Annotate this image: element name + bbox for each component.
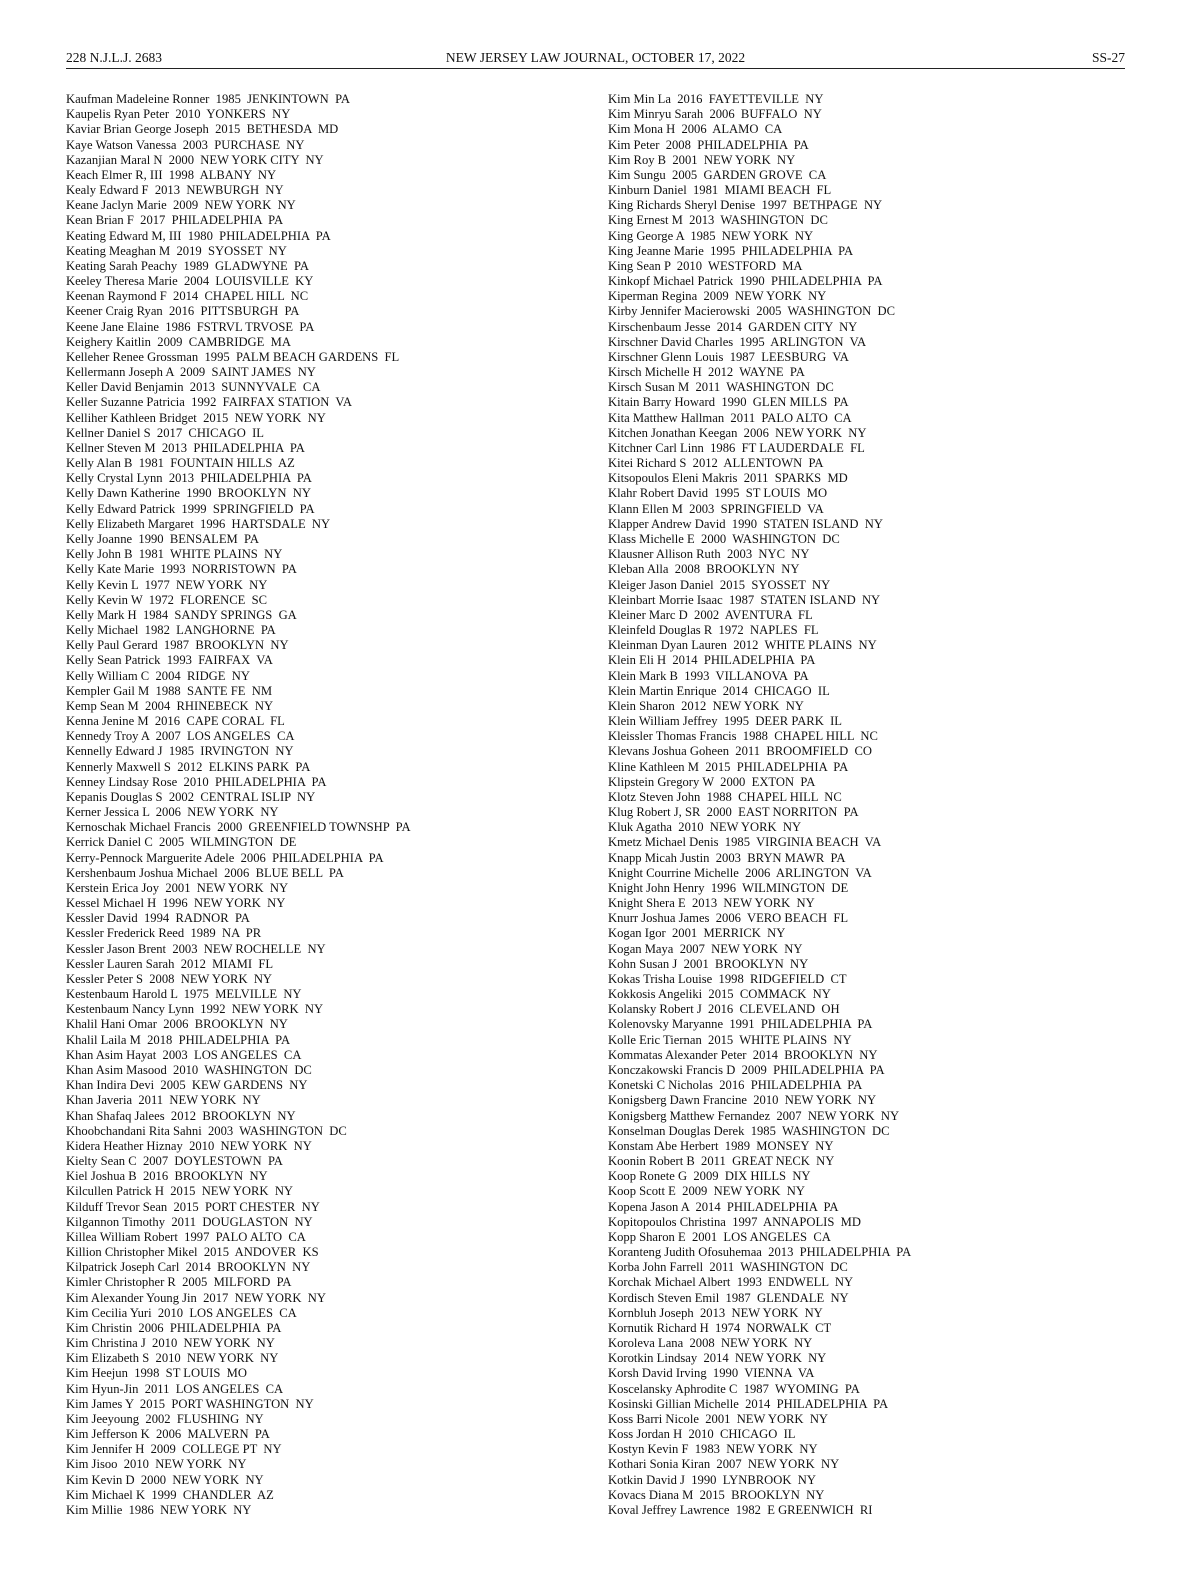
list-entry: Kennelly Edward J 1985 IRVINGTON NY [66, 744, 294, 759]
list-entry: Konigsberg Dawn Francine 2010 NEW YORK NY [608, 1093, 877, 1108]
list-entry: Korchak Michael Albert 1993 ENDWELL NY [608, 1275, 854, 1290]
list-entry: Kelly Michael 1982 LANGHORNE PA [66, 623, 276, 638]
list-entry: Killion Christopher Mikel 2015 ANDOVER KS [66, 1245, 319, 1260]
list-entry: Kleiner Marc D 2002 AVENTURA FL [608, 607, 813, 622]
list-entry: Kita Matthew Hallman 2011 PALO ALTO CA [608, 410, 852, 425]
list-entry: Korsh David Irving 1990 VIENNA VA [608, 1366, 815, 1381]
list-entry: Kelly William C 2004 RIDGE NY [66, 668, 250, 683]
list-entry: Kleban Alla 2008 BROOKLYN NY [608, 562, 800, 577]
list-entry: Klein Martin Enrique 2014 CHICAGO IL [608, 683, 830, 698]
list-entry: Kopp Sharon E 2001 LOS ANGELES CA [608, 1229, 831, 1244]
list-entry: Kennerly Maxwell S 2012 ELKINS PARK PA [66, 759, 311, 774]
list-entry: Kerstein Erica Joy 2001 NEW YORK NY [66, 880, 289, 895]
list-entry: Koop Scott E 2009 NEW YORK NY [608, 1184, 805, 1199]
list-entry: Kellermann Joseph A 2009 SAINT JAMES NY [66, 365, 316, 380]
list-entry: Keene Jane Elaine 1986 FSTRVL TRVOSE PA [66, 319, 315, 334]
list-entry: Korotkin Lindsay 2014 NEW YORK NY [608, 1351, 827, 1366]
list-entry: Kaupelis Ryan Peter 2010 YONKERS NY [66, 107, 291, 122]
list-entry: Kirsch Michelle H 2012 WAYNE PA [608, 365, 805, 380]
list-entry: Kelly Alan B 1981 FOUNTAIN HILLS AZ [66, 456, 295, 471]
list-entry: Kornbluh Joseph 2013 NEW YORK NY [608, 1305, 823, 1320]
list-entry: Kohn Susan J 2001 BROOKLYN NY [608, 956, 809, 971]
list-entry: Khan Javeria 2011 NEW YORK NY [66, 1093, 261, 1108]
list-entry: Koranteng Judith Ofosuhemaa 2013 PHILADELPHIA PA [608, 1245, 912, 1260]
list-entry: Kim Heejun 1998 ST LOUIS MO [66, 1366, 247, 1381]
list-entry: Kempler Gail M 1988 SANTE FE NM [66, 683, 273, 698]
list-entry: Kitei Richard S 2012 ALLENTOWN PA [608, 456, 824, 471]
list-entry: Kelly Dawn Katherine 1990 BROOKLYN NY [66, 486, 311, 501]
list-entry: Kim Min La 2016 FAYETTEVILLE NY [608, 92, 824, 106]
list-entry: Koscelansky Aphrodite C 1987 WYOMING PA [608, 1381, 860, 1396]
left-column-list [66, 92, 411, 1518]
list-entry: Kordisch Steven Emil 1987 GLENDALE NY [608, 1290, 849, 1305]
list-entry: Kluk Agatha 2010 NEW YORK NY [608, 820, 802, 835]
list-entry: Kogan Igor 2001 MERRICK NY [608, 926, 786, 941]
list-entry: Keating Meaghan M 2019 SYOSSET NY [66, 243, 287, 258]
list-entry: Kelly Kevin L 1977 NEW YORK NY [66, 577, 268, 592]
list-entry: Kim Peter 2008 PHILADELPHIA PA [608, 137, 809, 152]
list-entry: Kernoschak Michael Francis 2000 GREENFIELD TOWNSHP PA [66, 820, 411, 835]
list-entry: Kilcullen Patrick H 2015 NEW YORK NY [66, 1184, 294, 1199]
list-entry: Kim Alexander Young Jin 2017 NEW YORK NY [66, 1290, 326, 1305]
list-entry: Kelly Sean Patrick 1993 FAIRFAX VA [66, 653, 273, 668]
list-entry: Kaufman Madeleine Ronner 1985 JENKINTOWN PA [66, 92, 351, 106]
list-entry: Khoobchandani Rita Sahni 2003 WASHINGTON DC [66, 1123, 347, 1138]
list-entry: Kirschner David Charles 1995 ARLINGTON VA [608, 334, 867, 349]
list-entry: Knight Courrine Michelle 2006 ARLINGTON VA [608, 865, 872, 880]
list-entry: Kim Elizabeth S 2010 NEW YORK NY [66, 1351, 279, 1366]
list-entry: Klevans Joshua Goheen 2011 BROOMFIELD CO [608, 744, 872, 759]
list-entry: Koroleva Lana 2008 NEW YORK NY [608, 1336, 813, 1351]
list-entry: Kitchner Carl Linn 1986 FT LAUDERDALE FL [608, 440, 865, 455]
list-entry: Keller Suzanne Patricia 1992 FAIRFAX STATION VA [66, 395, 352, 410]
list-entry: Kim Hyun-Jin 2011 LOS ANGELES CA [66, 1381, 284, 1396]
list-entry: Kolansky Robert J 2016 CLEVELAND OH [608, 1002, 840, 1017]
list-entry: Kim Christin 2006 PHILADELPHIA PA [66, 1320, 282, 1335]
list-entry: Kelly Joanne 1990 BENSALEM PA [66, 531, 259, 546]
list-entry: Klausner Allison Ruth 2003 NYC NY [608, 547, 810, 562]
list-entry: Kirschner Glenn Louis 1987 LEESBURG VA [608, 349, 849, 364]
list-entry: Keach Elmer R, III 1998 ALBANY NY [66, 167, 277, 182]
list-entry: Kaviar Brian George Joseph 2015 BETHESDA MD [66, 122, 339, 137]
list-entry: Kinburn Daniel 1981 MIAMI BEACH FL [608, 183, 832, 198]
list-entry: Khan Shafaq Jalees 2012 BROOKLYN NY [66, 1108, 296, 1123]
list-entry: Kenney Lindsay Rose 2010 PHILADELPHIA PA [66, 774, 327, 789]
list-entry: Klass Michelle E 2000 WASHINGTON DC [608, 531, 840, 546]
list-entry: King Sean P 2010 WESTFORD MA [608, 258, 803, 273]
list-entry: Kerner Jessica L 2006 NEW YORK NY [66, 805, 279, 820]
list-entry: Klein Sharon 2012 NEW YORK NY [608, 698, 804, 713]
list-entry: Kolenovsky Maryanne 1991 PHILADELPHIA PA [608, 1017, 873, 1032]
list-entry: Kennedy Troy A 2007 LOS ANGELES CA [66, 729, 295, 744]
list-entry: Konczakowski Francis D 2009 PHILADELPHIA PA [608, 1063, 885, 1077]
list-entry: Kelly Kevin W 1972 FLORENCE SC [66, 592, 268, 607]
list-entry: Kerry-Pennock Marguerite Adele 2006 PHILADELPHIA PA [66, 850, 384, 865]
list-entry: Kim Sungu 2005 GARDEN GROVE CA [608, 167, 827, 182]
list-entry: Kothari Sonia Kiran 2007 NEW YORK NY [608, 1457, 840, 1472]
list-entry: Knight John Henry 1996 WILMINGTON DE [608, 880, 849, 895]
list-entry: Keller David Benjamin 2013 SUNNYVALE CA [66, 380, 321, 395]
list-entry: Kelly Elizabeth Margaret 1996 HARTSDALE NY [66, 516, 331, 531]
list-entry: Kim Minryu Sarah 2006 BUFFALO NY [608, 107, 822, 122]
list-entry: Kim Jennifer H 2009 COLLEGE PT NY [66, 1442, 282, 1457]
list-entry: Khan Indira Devi 2005 KEW GARDENS NY [66, 1078, 308, 1093]
list-entry: Kazanjian Maral N 2000 NEW YORK CITY NY [66, 152, 324, 167]
list-entry: Kelly John B 1981 WHITE PLAINS NY [66, 547, 283, 562]
list-entry: Klann Ellen M 2003 SPRINGFIELD VA [608, 501, 824, 516]
list-entry: Khalil Hani Omar 2006 BROOKLYN NY [66, 1017, 288, 1032]
list-entry: Kessler Jason Brent 2003 NEW ROCHELLE NY [66, 941, 326, 956]
list-entry: Kestenbaum Harold L 1975 MELVILLE NY [66, 987, 302, 1002]
list-entry: Kellner Daniel S 2017 CHICAGO IL [66, 425, 264, 440]
list-entry: Kogan Maya 2007 NEW YORK NY [608, 941, 803, 956]
header-page-number: SS-27 [1091, 50, 1125, 65]
list-entry: Kelleher Renee Grossman 1995 PALM BEACH GARDENS FL [66, 349, 400, 364]
list-entry: Kleinfeld Douglas R 1972 NAPLES FL [608, 623, 819, 638]
list-entry: Knight Shera E 2013 NEW YORK NY [608, 896, 815, 911]
list-entry: Klein Mark B 1993 VILLANOVA PA [608, 668, 809, 683]
list-entry: Kilduff Trevor Sean 2015 PORT CHESTER NY [66, 1199, 320, 1214]
list-entry: Kim James Y 2015 PORT WASHINGTON NY [66, 1396, 314, 1411]
list-entry: Kotkin David J 1990 LYNBROOK NY [608, 1472, 816, 1487]
list-entry: Kleiger Jason Daniel 2015 SYOSSET NY [608, 577, 831, 592]
list-entry: Kellner Steven M 2013 PHILADELPHIA PA [66, 440, 305, 455]
header-publication-title: NEW JERSEY LAW JOURNAL, OCTOBER 17, 2022 [445, 50, 746, 65]
list-entry: Kessler David 1994 RADNOR PA [66, 911, 250, 926]
list-entry: Keighery Kaitlin 2009 CAMBRIDGE MA [66, 334, 291, 349]
list-entry: Kinkopf Michael Patrick 1990 PHILADELPHIA PA [608, 274, 883, 289]
list-entry: Kim Millie 1986 NEW YORK NY [66, 1502, 252, 1517]
list-entry: Killea William Robert 1997 PALO ALTO CA [66, 1229, 306, 1244]
list-entry: Kokkosis Angeliki 2015 COMMACK NY [608, 987, 831, 1002]
list-entry: Kershenbaum Joshua Michael 2006 BLUE BELL PA [66, 865, 344, 880]
list-entry: Kemp Sean M 2004 RHINEBECK NY [66, 698, 274, 713]
list-entry: Klipstein Gregory W 2000 EXTON PA [608, 774, 816, 789]
list-entry: Kim Mona H 2006 ALAMO CA [608, 122, 783, 137]
list-entry: Koonin Robert B 2011 GREAT NECK NY [608, 1154, 835, 1169]
list-entry: Kim Kevin D 2000 NEW YORK NY [66, 1472, 264, 1487]
list-entry: Kleinman Dyan Lauren 2012 WHITE PLAINS NY [608, 638, 877, 653]
list-entry: Koss Barri Nicole 2001 NEW YORK NY [608, 1411, 829, 1426]
list-entry: Koss Jordan H 2010 CHICAGO IL [608, 1427, 796, 1442]
list-entry: Kirschenbaum Jesse 2014 GARDEN CITY NY [608, 319, 858, 334]
list-entry: Kim Christina J 2010 NEW YORK NY [66, 1336, 275, 1351]
list-entry: Keenan Raymond F 2014 CHAPEL HILL NC [66, 289, 309, 304]
list-entry: Kirby Jennifer Macierowski 2005 WASHINGTON DC [608, 304, 896, 319]
list-entry: Klein William Jeffrey 1995 DEER PARK IL [608, 714, 842, 729]
list-entry: Korba John Farrell 2011 WASHINGTON DC [608, 1260, 848, 1275]
list-entry: Kelliher Kathleen Bridget 2015 NEW YORK NY [66, 410, 326, 425]
list-entry: Kokas Trisha Louise 1998 RIDGEFIELD CT [608, 971, 847, 986]
list-entry: Knurr Joshua James 2006 VERO BEACH FL [608, 911, 849, 926]
list-entry: Keating Sarah Peachy 1989 GLADWYNE PA [66, 258, 309, 273]
list-entry: Klug Robert J, SR 2000 EAST NORRITON PA [608, 805, 859, 820]
list-entry: Keener Craig Ryan 2016 PITTSBURGH PA [66, 304, 300, 319]
list-entry: Kelly Edward Patrick 1999 SPRINGFIELD PA [66, 501, 315, 516]
list-entry: Khan Asim Hayat 2003 LOS ANGELES CA [66, 1047, 302, 1062]
list-entry: Kelly Kate Marie 1993 NORRISTOWN PA [66, 562, 297, 577]
list-entry: Kiel Joshua B 2016 BROOKLYN NY [66, 1169, 268, 1184]
list-entry: Kenna Jenine M 2016 CAPE CORAL FL [66, 714, 285, 729]
list-entry: Koval Jeffrey Lawrence 1982 E GREENWICH RI [608, 1502, 873, 1517]
list-entry: King Jeanne Marie 1995 PHILADELPHIA PA [608, 243, 854, 258]
list-entry: Kelly Mark H 1984 SANDY SPRINGS GA [66, 607, 297, 622]
list-entry: Kline Kathleen M 2015 PHILADELPHIA PA [608, 759, 849, 774]
list-entry: Kommatas Alexander Peter 2014 BROOKLYN NY [608, 1047, 878, 1062]
list-entry: Klein Eli H 2014 PHILADELPHIA PA [608, 653, 816, 668]
list-entry: Kerrick Daniel C 2005 WILMINGTON DE [66, 835, 297, 850]
list-entry: Kilgannon Timothy 2011 DOUGLASTON NY [66, 1214, 313, 1229]
list-entry: Kelly Crystal Lynn 2013 PHILADELPHIA PA [66, 471, 312, 486]
list-entry: Kolle Eric Tiernan 2015 WHITE PLAINS NY [608, 1032, 852, 1047]
list-entry: Kim Jeeyoung 2002 FLUSHING NY [66, 1411, 264, 1426]
list-entry: Kilpatrick Joseph Carl 2014 BROOKLYN NY [66, 1260, 311, 1275]
list-entry: Kessler Frederick Reed 1989 NA PR [66, 926, 262, 941]
page-header [66, 50, 1125, 69]
list-entry: Kosinski Gillian Michelle 2014 PHILADELPHIA PA [608, 1396, 889, 1411]
list-entry: Keating Edward M, III 1980 PHILADELPHIA PA [66, 228, 331, 243]
list-entry: King Ernest M 2013 WASHINGTON DC [608, 213, 828, 228]
list-entry: Kirsch Susan M 2011 WASHINGTON DC [608, 380, 834, 395]
list-entry: Kmetz Michael Denis 1985 VIRGINIA BEACH VA [608, 835, 882, 850]
list-entry: Kitsopoulos Eleni Makris 2011 SPARKS MD [608, 471, 848, 486]
list-entry: Kim Michael K 1999 CHANDLER AZ [66, 1487, 274, 1502]
list-entry: Kopitopoulos Christina 1997 ANNAPOLIS MD [608, 1214, 861, 1229]
list-entry: Kitchen Jonathan Keegan 2006 NEW YORK NY [608, 425, 867, 440]
list-entry: Kepanis Douglas S 2002 CENTRAL ISLIP NY [66, 789, 316, 804]
list-entry: Kessler Lauren Sarah 2012 MIAMI FL [66, 956, 274, 971]
list-entry: Khan Asim Masood 2010 WASHINGTON DC [66, 1063, 312, 1077]
list-entry: Kealy Edward F 2013 NEWBURGH NY [66, 183, 284, 198]
list-entry: Klahr Robert David 1995 ST LOUIS MO [608, 486, 828, 501]
list-entry: Khalil Laila M 2018 PHILADELPHIA PA [66, 1032, 291, 1047]
list-entry: Kim Jefferson K 2006 MALVERN PA [66, 1427, 270, 1442]
list-entry: Kopena Jason A 2014 PHILADELPHIA PA [608, 1199, 839, 1214]
list-entry: Kean Brian F 2017 PHILADELPHIA PA [66, 213, 284, 228]
list-entry: Kielty Sean C 2007 DOYLESTOWN PA [66, 1154, 283, 1169]
list-entry: Kidera Heather Hiznay 2010 NEW YORK NY [66, 1138, 312, 1153]
list-entry: Kessel Michael H 1996 NEW YORK NY [66, 896, 286, 911]
list-entry: Kleinbart Morrie Isaac 1987 STATEN ISLAND NY [608, 592, 881, 607]
list-entry: King Richards Sheryl Denise 1997 BETHPAGE NY [608, 198, 883, 213]
list-entry: Kleissler Thomas Francis 1988 CHAPEL HILL NC [608, 729, 878, 744]
list-entry: Keeley Theresa Marie 2004 LOUISVILLE KY [66, 274, 314, 289]
list-entry: Knapp Micah Justin 2003 BRYN MAWR PA [608, 850, 846, 865]
list-entry: Kimler Christopher R 2005 MILFORD PA [66, 1275, 292, 1290]
list-entry: Kornutik Richard H 1974 NORWALK CT [608, 1320, 832, 1335]
list-entry: Kovacs Diana M 2015 BROOKLYN NY [608, 1487, 825, 1502]
list-entry: Koop Ronete G 2009 DIX HILLS NY [608, 1169, 811, 1184]
list-entry: Klapper Andrew David 1990 STATEN ISLAND NY [608, 516, 883, 531]
list-entry: Konselman Douglas Derek 1985 WASHINGTON DC [608, 1123, 890, 1138]
list-entry: Kiperman Regina 2009 NEW YORK NY [608, 289, 827, 304]
list-entry: Kestenbaum Nancy Lynn 1992 NEW YORK NY [66, 1002, 324, 1017]
list-entry: Kessler Peter S 2008 NEW YORK NY [66, 971, 273, 986]
list-entry: Konstam Abe Herbert 1989 MONSEY NY [608, 1138, 834, 1153]
list-entry: Keane Jaclyn Marie 2009 NEW YORK NY [66, 198, 296, 213]
right-column-list [608, 92, 911, 1518]
list-entry: Kaye Watson Vanessa 2003 PURCHASE NY [66, 137, 305, 152]
list-entry: Kostyn Kevin F 1983 NEW YORK NY [608, 1442, 818, 1457]
list-entry: Kim Cecilia Yuri 2010 LOS ANGELES CA [66, 1305, 297, 1320]
list-entry: Kelly Paul Gerard 1987 BROOKLYN NY [66, 638, 289, 653]
list-entry: Klotz Steven John 1988 CHAPEL HILL NC [608, 789, 842, 804]
list-entry: Konigsberg Matthew Fernandez 2007 NEW YORK NY [608, 1108, 900, 1123]
list-entry: Kim Roy B 2001 NEW YORK NY [608, 152, 796, 167]
list-entry: Konetski C Nicholas 2016 PHILADELPHIA PA [608, 1078, 863, 1093]
header-citation: 228 N.J.L.J. 2683 [66, 50, 163, 65]
list-entry: Kim Jisoo 2010 NEW YORK NY [66, 1457, 247, 1472]
list-entry: King George A 1985 NEW YORK NY [608, 228, 814, 243]
list-entry: Kitain Barry Howard 1990 GLEN MILLS PA [608, 395, 849, 410]
